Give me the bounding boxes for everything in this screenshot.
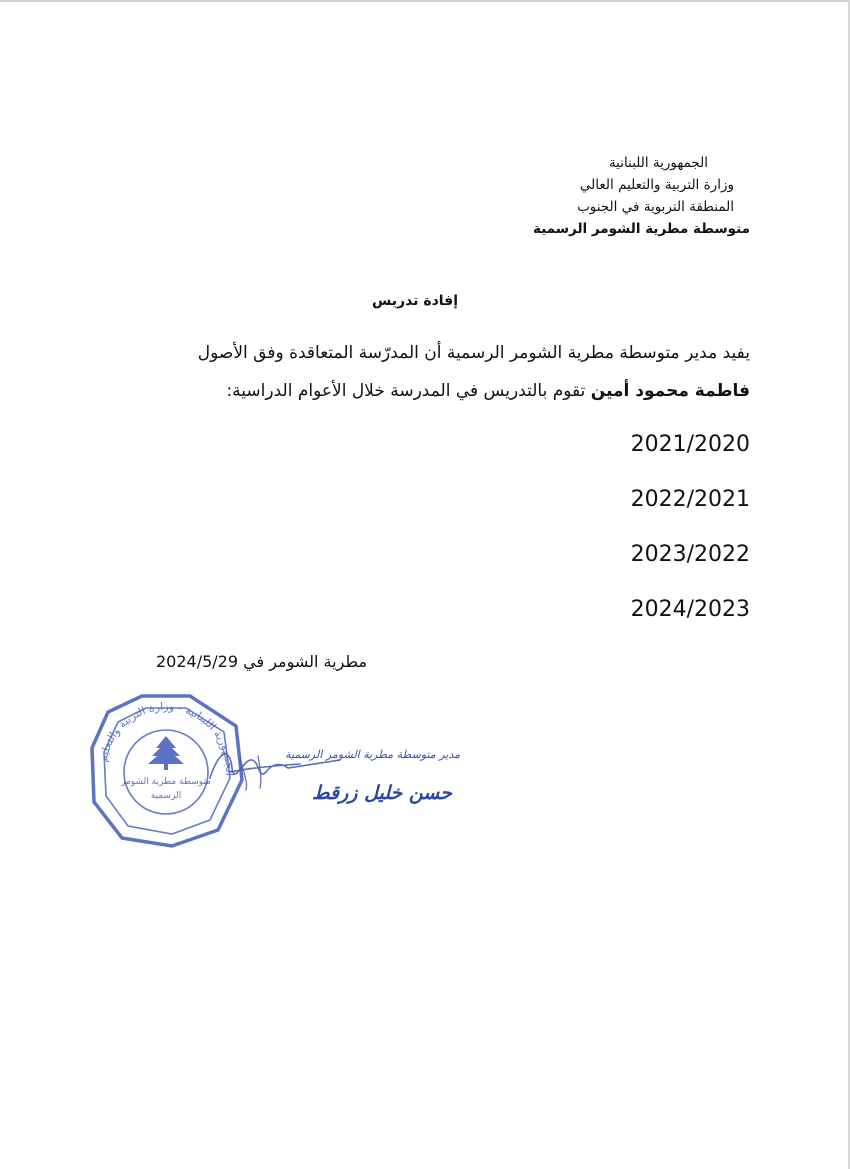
page-edge-top bbox=[0, 0, 850, 2]
year-item: 2021/2020 bbox=[630, 432, 750, 457]
place-date: مطرية الشومر في 2024/5/29 bbox=[156, 652, 368, 671]
document-body bbox=[150, 334, 750, 410]
letterhead-ministry: وزارة التربية والتعليم العالي bbox=[579, 177, 734, 193]
body-line-2 bbox=[150, 372, 750, 410]
document-title: إفادة تدريس bbox=[372, 293, 458, 309]
cedar-tree-icon bbox=[148, 736, 184, 770]
teacher-name: فاطمة محمود أمين bbox=[590, 381, 750, 401]
stamp-inner-line-1: متوسطة مطرية الشومر bbox=[121, 777, 211, 787]
years-list bbox=[631, 430, 750, 650]
signatory-title: مدير متوسطة مطرية الشومر الرسمية bbox=[285, 748, 460, 761]
body-line-2-rest: تقوم بالتدريس في المدرسة خلال الأعوام الدراسية: bbox=[226, 381, 591, 401]
body-line-1: يفيد مدير متوسطة مطرية الشومر الرسمية أن المدرّسة المتعاقدة وفق الأصول bbox=[197, 343, 750, 363]
letterhead-republic: الجمهورية اللبنانية bbox=[608, 155, 708, 171]
signatory-name: حسن خليل زرقط bbox=[311, 782, 452, 804]
letterhead-region: المنطقة التربوية في الجنوب bbox=[577, 199, 734, 215]
stamp-outer-text: الجمهورية اللبنانية - وزارة التربية والتعليم bbox=[96, 699, 237, 777]
letterhead-school: متوسطة مطرية الشومر الرسمية bbox=[533, 221, 750, 237]
stamp-inner-line-2: الرسمية bbox=[150, 791, 182, 801]
year-item: 2022/2021 bbox=[630, 487, 750, 512]
letterhead bbox=[450, 152, 750, 240]
year-item: 2024/2023 bbox=[630, 597, 750, 622]
year-item: 2023/2022 bbox=[630, 542, 750, 567]
